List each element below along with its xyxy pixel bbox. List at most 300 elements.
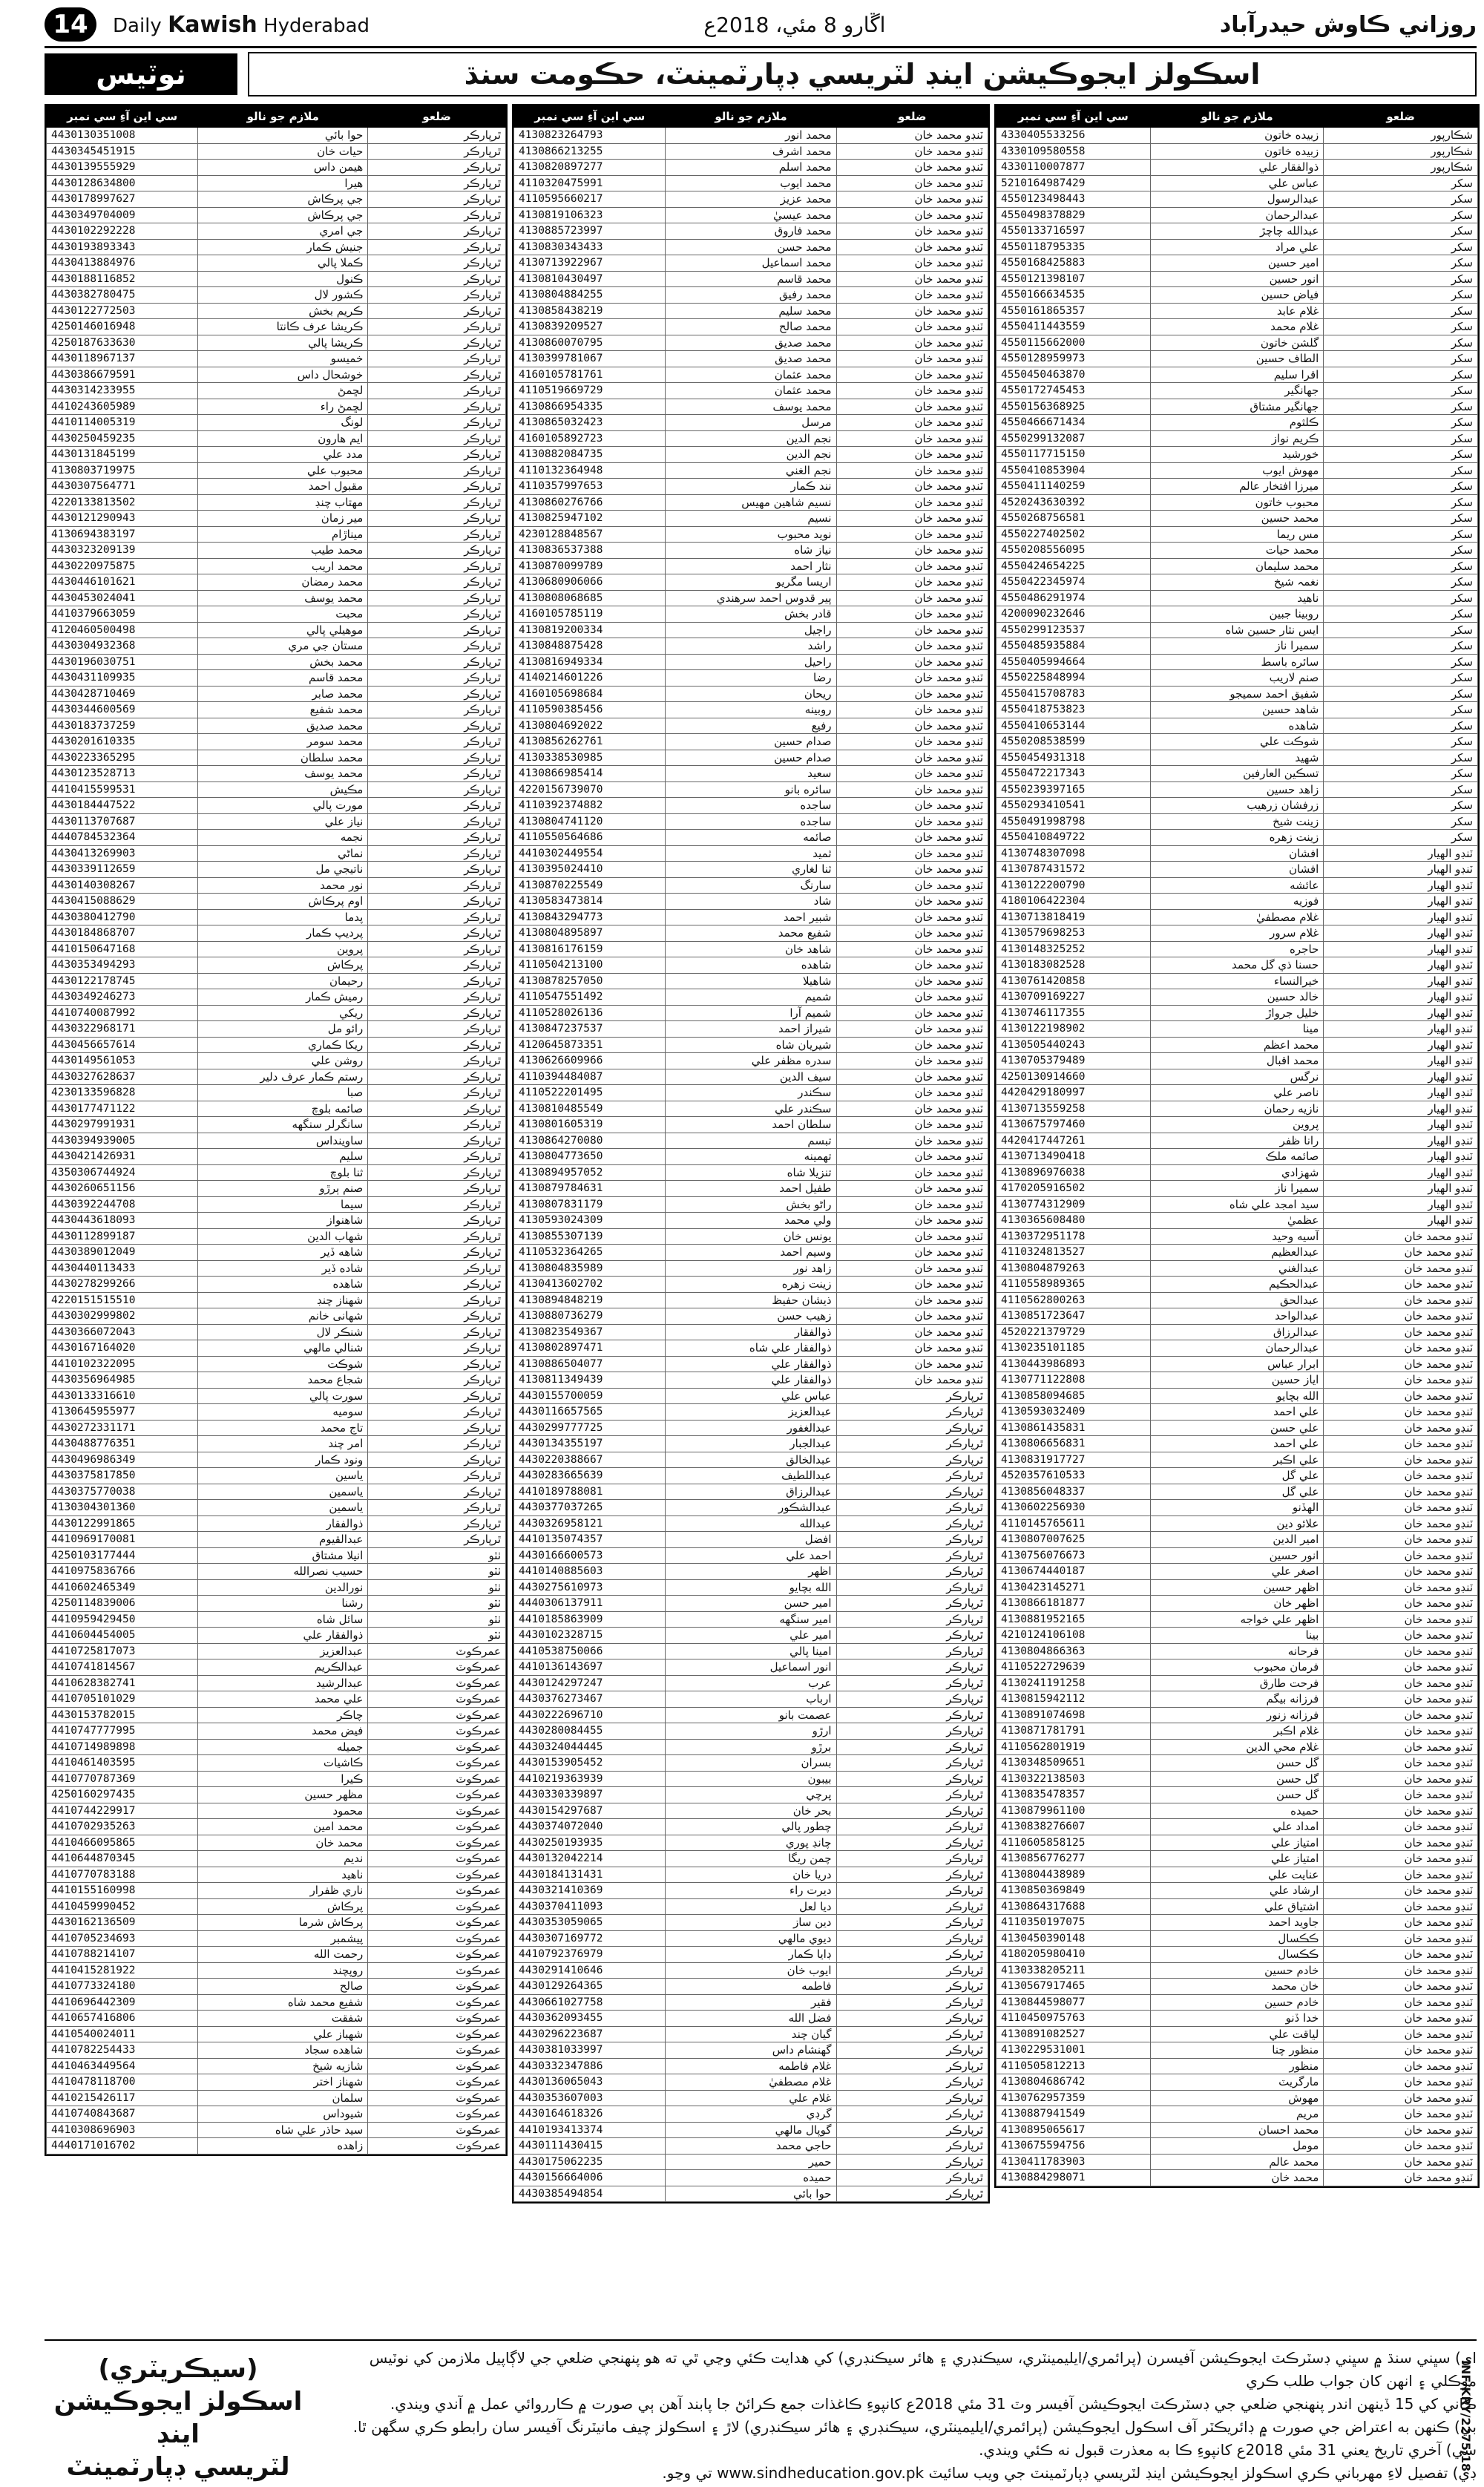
- table-row: [997, 1596, 1478, 1612]
- district-cell: ٿرپارڪر: [836, 1628, 988, 1644]
- table-row: [47, 143, 506, 160]
- district-cell: ٿرپارڪر: [368, 1277, 506, 1293]
- cnic-cell: 4410705234693: [47, 1930, 198, 1947]
- district-cell: ٽنڊو محمد خان: [836, 973, 988, 989]
- table-row: [47, 1659, 506, 1676]
- table-row: [514, 2154, 988, 2170]
- table-row: [997, 606, 1478, 623]
- table-row: [47, 1723, 506, 1740]
- district-cell: ٽنڊو محمد خان: [1324, 2042, 1478, 2059]
- table-row: [514, 1532, 988, 1548]
- district-cell: ٿرپارڪر: [836, 1468, 988, 1484]
- table-row: [514, 2011, 988, 2027]
- cnic-cell: 4430250193935: [514, 1835, 666, 1851]
- cnic-cell: 4430326958121: [514, 1516, 666, 1532]
- cnic-cell: 4410415281922: [47, 1962, 198, 1979]
- cnic-cell: 4410243605989: [47, 399, 198, 415]
- district-cell: ٿرپارڪر: [368, 750, 506, 766]
- table-row: [514, 1356, 988, 1372]
- name-cell: محمد يوسف: [198, 590, 368, 606]
- name-cell: فرزانه زنور: [1150, 1707, 1324, 1723]
- name-cell: محمد صديق: [666, 351, 836, 367]
- cnic-cell: 4130399781067: [514, 351, 666, 367]
- name-cell: محمد خان: [198, 1835, 368, 1851]
- paper-kawish: Kawish: [168, 11, 257, 38]
- name-cell: گل حسن: [1150, 1771, 1324, 1787]
- name-cell: عبدالواحد: [1150, 1308, 1324, 1325]
- table-row: [997, 1053, 1478, 1069]
- name-cell: روپچند: [198, 1962, 368, 1979]
- name-cell: غلام اڪبر: [1150, 1723, 1324, 1740]
- name-cell: نور محمد: [198, 877, 368, 894]
- district-cell: ٽنڊو محمد خان: [836, 1356, 988, 1372]
- district-cell: ٿرپارڪر: [836, 1659, 988, 1676]
- name-cell: ديوي مالهي: [666, 1930, 836, 1947]
- cnic-cell: 4130122198902: [997, 1021, 1151, 1038]
- district-cell: شڪارپور: [1324, 128, 1478, 144]
- district-cell: ٽنڊو محمد خان: [836, 1053, 988, 1069]
- name-cell: اصغر علي: [1150, 1564, 1324, 1580]
- district-cell: ٿرپارڪر: [368, 1260, 506, 1277]
- district-cell: ٽنڊو محمد خان: [1324, 2154, 1478, 2170]
- notice-label: نوٽيس: [45, 53, 237, 95]
- table-row: [514, 1500, 988, 1516]
- name-cell: تاج محمد: [198, 1420, 368, 1436]
- table-row: [47, 606, 506, 623]
- district-cell: ٽنڊو محمد خان: [836, 447, 988, 463]
- cnic-cell: 4430102328715: [514, 1628, 666, 1644]
- cnic-cell: 4130860276766: [514, 494, 666, 511]
- district-cell: سکر: [1324, 207, 1478, 223]
- name-cell: عائشه: [1150, 877, 1324, 894]
- district-cell: ٿرپارڪر: [368, 1053, 506, 1069]
- cnic-cell: 4430321410369: [514, 1883, 666, 1899]
- name-cell: روشن علي: [198, 1053, 368, 1069]
- name-cell: سائره بانو: [666, 782, 836, 798]
- name-cell: شاهد خان: [666, 941, 836, 957]
- cnic-cell: 4130848875428: [514, 638, 666, 655]
- cnic-cell: 4550268756581: [997, 511, 1151, 527]
- table-row: [514, 160, 988, 176]
- table-row: [997, 798, 1478, 814]
- table-row: [47, 782, 506, 798]
- table-row: [514, 1994, 988, 2011]
- district-cell: ٽنڊو محمد خان: [836, 239, 988, 255]
- table-row: [514, 1564, 988, 1580]
- name-cell: عبدالغني: [1150, 1260, 1324, 1277]
- table-row: [47, 1069, 506, 1085]
- district-cell: ٽنڊو محمد خان: [836, 1340, 988, 1357]
- name-cell: ڪملا پالي: [198, 255, 368, 272]
- instruction-a: اي) سڀني سنڌ ۾ سڀني ڊسٽرڪٽ ايجوڪيشن آفيسرن (پرائمري/ايليمينٽري، سيڪنڊري ۽ هائر سيڪنڊري) کي هدايت ڪئي وڃي ٿي ته هو پنهنجي ضلعي جي لاڳاپيل ملازمن کي نوٽيس موڪلي ۽ انهن کان جواب طلب ڪري: [369, 2349, 1477, 2390]
- cnic-cell: 4130843294773: [514, 909, 666, 925]
- name-cell: گرڊي: [666, 2106, 836, 2123]
- district-cell: سکر: [1324, 830, 1478, 846]
- cnic-cell: 4430386679591: [47, 367, 198, 383]
- table-row: [997, 718, 1478, 734]
- district-cell: عمرڪوٽ: [368, 1930, 506, 1947]
- table-row: [514, 1915, 988, 1931]
- district-cell: ٽنڊو محمد خان: [1324, 1340, 1478, 1357]
- table-row: [47, 1771, 506, 1787]
- table-row: [47, 1739, 506, 1755]
- table-row: [47, 894, 506, 910]
- cnic-cell: 4110132364948: [514, 462, 666, 479]
- district-cell: سکر: [1324, 399, 1478, 415]
- table-row: [47, 1579, 506, 1596]
- cnic-cell: 4430122772503: [47, 303, 198, 319]
- district-cell: شڪارپور: [1324, 160, 1478, 176]
- name-cell: محمد اعظم: [1150, 1037, 1324, 1053]
- name-cell: صائمه: [666, 830, 836, 846]
- name-cell: رحيمان: [198, 973, 368, 989]
- district-cell: ٽنڊو محمد خان: [836, 989, 988, 1006]
- name-cell: علي اڪبر: [1150, 1452, 1324, 1468]
- cnic-cell: 4130122200790: [997, 877, 1151, 894]
- district-cell: ٽنڊو محمد خان: [1324, 1819, 1478, 1835]
- district-cell: ٽنڊو محمد خان: [1324, 2106, 1478, 2123]
- paper-city: Hyderabad: [263, 14, 370, 37]
- cnic-cell: 4430178997627: [47, 191, 198, 208]
- table-row: [514, 606, 988, 623]
- district-cell: ٽنڊو محمد خان: [1324, 1452, 1478, 1468]
- cnic-cell: 4430339112659: [47, 862, 198, 878]
- district-cell: ٽنڊو محمد خان: [836, 894, 988, 910]
- table-row: [47, 1228, 506, 1245]
- name-cell: افشان: [1150, 862, 1324, 878]
- cnic-cell: 4430496986349: [47, 1452, 198, 1468]
- district-cell: ٿرپارڪر: [368, 1484, 506, 1500]
- name-cell: حميده: [666, 2170, 836, 2186]
- name-cell: مريم: [1150, 2106, 1324, 2123]
- table-row: [47, 1021, 506, 1038]
- table-row: [997, 1149, 1478, 1165]
- name-cell: ڊايا ڪمار: [666, 1947, 836, 1963]
- name-cell: رانا ظفر: [1150, 1133, 1324, 1149]
- name-cell: شفيع محمد شاه: [198, 1994, 368, 2011]
- employee-table-1: [994, 104, 1480, 2188]
- district-cell: ٽنڊو محمد خان: [836, 511, 988, 527]
- table-row: [47, 1420, 506, 1436]
- name-cell: پرڪاش شرما: [198, 1915, 368, 1931]
- table-row: [514, 143, 988, 160]
- district-cell: ٿرپارڪر: [368, 1117, 506, 1133]
- cnic-cell: 4130895065617: [997, 2122, 1151, 2138]
- district-cell: سکر: [1324, 813, 1478, 830]
- name-cell: انور حسين: [1150, 271, 1324, 287]
- district-cell: ٽنڊو محمد خان: [1324, 1436, 1478, 1452]
- district-cell: ٿرپارڪر: [368, 1021, 506, 1038]
- table-row: [997, 2011, 1478, 2027]
- name-cell: عبدالرسول: [1150, 191, 1324, 208]
- district-cell: ٽنڊو محمد خان: [836, 1117, 988, 1133]
- name-cell: لڇمڻ راء: [198, 399, 368, 415]
- table-row: [514, 558, 988, 574]
- cnic-cell: 4430124297247: [514, 1675, 666, 1691]
- district-cell: ٿرپارڪر: [368, 1164, 506, 1181]
- cnic-cell: 4430304932368: [47, 638, 198, 655]
- cnic-cell: 4130865032423: [514, 415, 666, 431]
- name-cell: عبدالشڪور: [666, 1500, 836, 1516]
- name-cell: زرفشان زرهيب: [1150, 798, 1324, 814]
- cnic-cell: 4250187633630: [47, 335, 198, 351]
- name-cell: ناهيد: [1150, 590, 1324, 606]
- district-cell: ٽنڊو الهيار: [1324, 1053, 1478, 1069]
- district-cell: ٿرپارڪر: [836, 1739, 988, 1755]
- cnic-cell: 4110145765611: [997, 1516, 1151, 1532]
- cnic-cell: 4130602256930: [997, 1500, 1151, 1516]
- table-row: [514, 1803, 988, 1819]
- district-cell: عمرڪوٽ: [368, 1915, 506, 1931]
- cnic-cell: 4430139555929: [47, 160, 198, 176]
- cnic-cell: 4330405533256: [997, 128, 1151, 144]
- table-row: [47, 271, 506, 287]
- name-cell: تبسم: [666, 1133, 836, 1149]
- name-cell: شميم: [666, 989, 836, 1006]
- table-row: [997, 1484, 1478, 1500]
- district-cell: ٿرپارڪر: [368, 160, 506, 176]
- table-row: [514, 1436, 988, 1452]
- table-row: [997, 1372, 1478, 1389]
- name-cell: علي مراد: [1150, 239, 1324, 255]
- cnic-cell: 4550133716597: [997, 223, 1151, 240]
- cnic-cell: 4550405994664: [997, 654, 1151, 670]
- district-cell: سکر: [1324, 479, 1478, 495]
- district-cell: ٿرپارڪر: [368, 1356, 506, 1372]
- table-row: [514, 2074, 988, 2091]
- table-row: [47, 1388, 506, 1404]
- name-cell: زينت شيخ: [1150, 813, 1324, 830]
- name-cell: غلام سرور: [1150, 925, 1324, 942]
- table-row: [997, 1707, 1478, 1723]
- name-cell: الله بچايو: [1150, 1388, 1324, 1404]
- name-cell: علي احمد: [1150, 1404, 1324, 1421]
- table-row: [514, 862, 988, 878]
- district-cell: ٿرپارڪر: [368, 1213, 506, 1229]
- table-row: [997, 1564, 1478, 1580]
- table-row: [997, 447, 1478, 463]
- district-cell: عمرڪوٽ: [368, 1643, 506, 1659]
- name-cell: غلام مصطفيٰ: [1150, 909, 1324, 925]
- cnic-cell: 4410461403595: [47, 1755, 198, 1772]
- district-cell: ٿرپارڪر: [368, 925, 506, 942]
- name-cell: خادم حسين: [1150, 1994, 1324, 2011]
- table-row: [997, 782, 1478, 798]
- district-cell: ٽنڊو الهيار: [1324, 1021, 1478, 1038]
- cnic-cell: 4430156664006: [514, 2170, 666, 2186]
- district-cell: ٿرپارڪر: [836, 1404, 988, 1421]
- table-row: [997, 1181, 1478, 1197]
- district-cell: ٿرپارڪر: [836, 1420, 988, 1436]
- table-row: [514, 1420, 988, 1436]
- table-row: [47, 1164, 506, 1181]
- cnic-cell: 4130804866363: [997, 1643, 1151, 1659]
- district-cell: ٿرپارڪر: [836, 1898, 988, 1915]
- district-cell: سکر: [1324, 622, 1478, 638]
- cnic-cell: 4130808068685: [514, 590, 666, 606]
- district-cell: ٽنڊو محمد خان: [1324, 1420, 1478, 1436]
- name-cell: محمد طيب: [198, 543, 368, 559]
- name-cell: عبدالرحمان: [1150, 207, 1324, 223]
- name-cell: ڪيرا: [198, 1771, 368, 1787]
- district-cell: ٽنڊو محمد خان: [1324, 1356, 1478, 1372]
- name-cell: انور اسماعيل: [666, 1659, 836, 1676]
- cnic-cell: 4550422345974: [997, 574, 1151, 591]
- district-cell: ٽنڊو محمد خان: [836, 335, 988, 351]
- district-cell: ٽنڊو محمد خان: [836, 862, 988, 878]
- table-row: [514, 1723, 988, 1740]
- table-row: [514, 1947, 988, 1963]
- table-row: [514, 1260, 988, 1277]
- cnic-cell: 4410219363939: [514, 1771, 666, 1787]
- district-cell: ٽنڊو محمد خان: [836, 1372, 988, 1389]
- name-cell: تسڪين العارفين: [1150, 766, 1324, 782]
- name-cell: بحر خان: [666, 1803, 836, 1819]
- cnic-cell: 4410302449554: [514, 845, 666, 862]
- name-cell: غلام علي: [666, 2090, 836, 2106]
- name-cell: اوم پرڪاش: [198, 894, 368, 910]
- table-row: [514, 638, 988, 655]
- district-cell: ٽنڊو محمد خان: [836, 351, 988, 367]
- table-row: [514, 1835, 988, 1851]
- name-cell: ناري ظفرار: [198, 1883, 368, 1899]
- name-cell: علي گل: [1150, 1468, 1324, 1484]
- table-row: [47, 2042, 506, 2059]
- name-cell: سائره باسط: [1150, 654, 1324, 670]
- cnic-cell: 4410628382741: [47, 1675, 198, 1691]
- table-row: [47, 1691, 506, 1708]
- name-cell: اريسا مگريو: [666, 574, 836, 591]
- cnic-header: سي اين آءِ سي نمبر: [514, 106, 666, 128]
- district-cell: ٿرپارڪر: [368, 1404, 506, 1421]
- cnic-cell: 4430377037265: [514, 1500, 666, 1516]
- table-row: [514, 207, 988, 223]
- district-cell: عمرڪوٽ: [368, 2042, 506, 2059]
- name-cell: جهانگير مشتاق: [1150, 399, 1324, 415]
- cnic-cell: 4410705101029: [47, 1691, 198, 1708]
- table-row: [47, 319, 506, 335]
- name-cell: ذوالفقار: [198, 1516, 368, 1532]
- cnic-cell: 4430133316610: [47, 1388, 198, 1404]
- district-cell: سکر: [1324, 462, 1478, 479]
- table-row: [514, 1292, 988, 1308]
- district-cell: ٿرپارڪر: [836, 1883, 988, 1899]
- name-cell: پيشمبر: [198, 1930, 368, 1947]
- district-cell: عمرڪوٽ: [368, 2011, 506, 2027]
- table-row: [997, 670, 1478, 687]
- cnic-cell: 4130804686742: [997, 2074, 1151, 2091]
- table-row: [514, 319, 988, 335]
- district-cell: ٿرپارڪر: [836, 1851, 988, 1867]
- cnic-cell: 4130593032409: [997, 1404, 1151, 1421]
- cnic-cell: 4550491998798: [997, 813, 1151, 830]
- name-cell: زينت زهره: [666, 1277, 836, 1293]
- cnic-cell: 4430291410646: [514, 1962, 666, 1979]
- district-cell: ٽنڊو محمد خان: [1324, 1404, 1478, 1421]
- district-cell: عمرڪوٽ: [368, 1994, 506, 2011]
- name-cell: رميش ڪمار: [198, 989, 368, 1006]
- district-cell: سکر: [1324, 415, 1478, 431]
- table-row: [47, 287, 506, 304]
- name-cell: ڪشور لال: [198, 287, 368, 304]
- table-row: [997, 1292, 1478, 1308]
- district-cell: ٿرپارڪر: [836, 2011, 988, 2027]
- name-cell: محمد حسين: [1150, 511, 1324, 527]
- name-cell: زاهد حسين: [1150, 782, 1324, 798]
- cnic-cell: 4430324044445: [514, 1739, 666, 1755]
- district-cell: ٺٽو: [368, 1596, 506, 1612]
- name-cell: رشنا: [198, 1596, 368, 1612]
- cnic-cell: 4430177471122: [47, 1101, 198, 1117]
- name-cell: شهزادي: [1150, 1164, 1324, 1181]
- table-row: [514, 1213, 988, 1229]
- table-row: [514, 1164, 988, 1181]
- district-cell: ٿرپارڪر: [368, 1037, 506, 1053]
- district-cell: ٽنڊو محمد خان: [836, 1037, 988, 1053]
- table-row: [997, 128, 1478, 144]
- table-row: [997, 1675, 1478, 1691]
- district-cell: ٽنڊو محمد خان: [836, 1245, 988, 1261]
- cnic-cell: 4130626609966: [514, 1053, 666, 1069]
- name-cell: محمد صالح: [666, 319, 836, 335]
- table-row: [997, 271, 1478, 287]
- table-row: [47, 367, 506, 383]
- name-cell: سيد امجد علي شاه: [1150, 1196, 1324, 1213]
- table-row: [47, 1962, 506, 1979]
- name-cell: شاهده سجاد: [198, 2042, 368, 2059]
- table-row: [47, 1787, 506, 1803]
- cnic-cell: 4180106422304: [997, 894, 1151, 910]
- table-row: [47, 1468, 506, 1484]
- cnic-cell: 4130894957052: [514, 1164, 666, 1181]
- district-cell: ٽنڊو محمد خان: [836, 766, 988, 782]
- table-row: [514, 2058, 988, 2074]
- cnic-cell: 4130709169227: [997, 989, 1151, 1006]
- name-cell: الله بچايو: [666, 1579, 836, 1596]
- district-cell: ٽنڊو الهيار: [1324, 989, 1478, 1006]
- cnic-cell: 4130823264793: [514, 128, 666, 144]
- cnic-cell: 4130645955977: [47, 1404, 198, 1421]
- table-row: [47, 1835, 506, 1851]
- table-row: [997, 1005, 1478, 1021]
- cnic-cell: 4200090232646: [997, 606, 1151, 623]
- district-cell: ٽنڊو محمد خان: [836, 1308, 988, 1325]
- table-row: [997, 957, 1478, 974]
- name-cell: شميم آرا: [666, 1005, 836, 1021]
- table-row: [47, 303, 506, 319]
- table-row: [47, 1053, 506, 1069]
- cnic-cell: 4130879961100: [997, 1803, 1151, 1819]
- district-cell: ٿرپارڪر: [836, 1803, 988, 1819]
- table-row: [514, 750, 988, 766]
- name-cell: ميرزا افتخار عالم: [1150, 479, 1324, 495]
- name-cell: عبدالعزيز: [198, 1643, 368, 1659]
- cnic-cell: 4430149561053: [47, 1053, 198, 1069]
- cnic-cell: 4430296223687: [514, 2026, 666, 2042]
- district-cell: سکر: [1324, 782, 1478, 798]
- cnic-cell: 4110522201495: [514, 1085, 666, 1101]
- name-cell: جي پرڪاش: [198, 191, 368, 208]
- name-cell: سعيد: [666, 766, 836, 782]
- name-cell: دريا خان: [666, 1867, 836, 1883]
- name-cell: شاده ڏير: [198, 1260, 368, 1277]
- cnic-cell: 4160105785119: [514, 606, 666, 623]
- name-cell: جميله: [198, 1739, 368, 1755]
- table-row: [997, 1340, 1478, 1357]
- cnic-cell: 4130803719975: [47, 462, 198, 479]
- cnic-cell: 4130871781791: [997, 1723, 1151, 1740]
- table-row: [514, 798, 988, 814]
